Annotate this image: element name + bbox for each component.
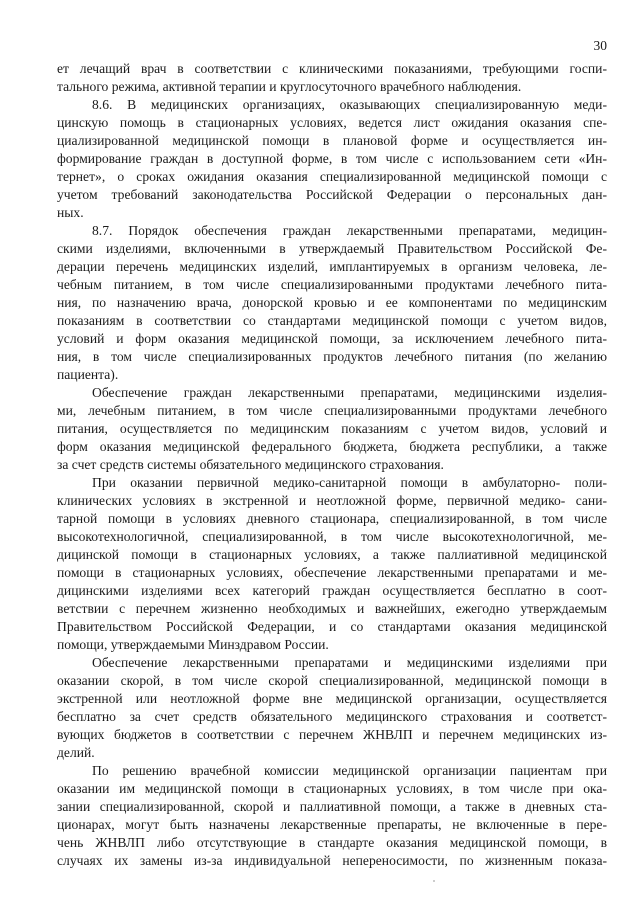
paragraph-first-line: Обеспечение граждан лекарственными препаратами, медицинскими изделия- <box>92 385 607 400</box>
text-line: клинических условиях в экстренной и неотложной форме, первичной медико- сани- <box>57 493 607 508</box>
text-line: зании специализированной, скорой и паллиативной помощи, а также в дневных ста- <box>57 799 607 814</box>
text-line: дицинскими изделиями всех категорий граждан осуществляется бесплатно в соот- <box>57 583 607 598</box>
text-line: ния, в том числе специализированных продуктов лечебного питания (по желанию <box>57 349 607 364</box>
text-line: чебным питанием, в том числе специализированными продуктами лечебного пита- <box>57 277 607 292</box>
text-line: ных. <box>57 205 84 220</box>
text-line: учетом требований законодательства Российской Федерации о персональных дан- <box>57 187 607 202</box>
text-line: ет лечащий врач в соответствии с клиническими показаниями, требующими госпи- <box>57 61 607 76</box>
text-line: показаниям в соответствии со стандартами медицинской помощи с учетом видов, <box>57 313 607 328</box>
text-line: форм оказания медицинской федерального бюджета, бюджета республики, а также <box>57 439 607 454</box>
text-line: цинскую помощь в стационарных условиях, ведется лист ожидания оказания спе- <box>57 115 607 130</box>
scan-speck <box>433 880 435 882</box>
text-line: высокотехнологичной, специализированной, в том числе высокотехнологичной, ме- <box>57 529 607 544</box>
text-line: бесплатно за счет средств обязательного медицинского страхования и соответст- <box>57 709 607 724</box>
text-line: питания, осуществляется по медицинским показаниям с учетом видов, условий и <box>57 421 607 436</box>
text-line: экстренной или неотложной форме вне медицинской организации, осуществляется <box>57 691 607 706</box>
paragraph-first-line: 8.7. Порядок обеспечения граждан лекарственными препаратами, медицин- <box>92 223 607 238</box>
text-line: формирование граждан в доступной форме, в том числе с использованием сети «Ин- <box>57 151 607 166</box>
text-line: оказании им медицинской помощи в стационарных условиях, в том числе при ока- <box>57 781 607 796</box>
text-line: пациента). <box>57 367 119 382</box>
text-line: тернет», о сроках ожидания оказания специализированной медицинской помощи с <box>57 169 607 184</box>
text-line: дерации перечень медицинских изделий, имплантируемых в организм человека, ле- <box>57 259 607 274</box>
text-line: дицинской помощи в стационарных условиях, а также паллиативной медицинской <box>57 547 607 562</box>
text-line: чень ЖНВЛП либо отсутствующие в стандарте оказания медицинской помощи, в <box>57 835 607 850</box>
text-line: делий. <box>57 745 95 760</box>
text-line: Правительством Российской Федерации, и со стандартами оказания медицинской <box>57 619 607 634</box>
text-line: вующих бюджетов в соответствии с перечнем ЖНВЛП и перечнем медицинских из- <box>57 727 607 742</box>
paragraph-first-line: Обеспечение лекарственными препаратами и медицинскими изделиями при <box>92 655 607 670</box>
text-line: помощи, утверждаемыми Минздравом России. <box>57 637 329 652</box>
text-line: скими изделиями, включенными в утверждаемый Правительством Российской Фе- <box>57 241 607 256</box>
paragraph-first-line: По решению врачебной комиссии медицинской организации пациентам при <box>92 763 607 778</box>
text-line: ния, по назначению врача, донорской кровью и ее компонентами по медицинским <box>57 295 607 310</box>
paragraph-first-line: 8.6. В медицинских организациях, оказывающих специализированную меди- <box>92 97 607 112</box>
text-line: тарной помощи в условиях дневного стационара, специализированной, в том числе <box>57 511 607 526</box>
text-line: тального режима, активной терапии и круглосуточного врачебного наблюдения. <box>57 79 522 94</box>
text-line: ционарах, могут быть назначены лекарственные препараты, не включенные в пере- <box>57 817 607 832</box>
page-number: 30 <box>593 38 607 53</box>
text-line: оказании скорой, в том числе скорой специализированной, медицинской помощи в <box>57 673 607 688</box>
text-line: условий и форм оказания медицинской помощи, за исключением лечебного пита- <box>57 331 607 346</box>
text-line: ветствии с перечнем жизненно необходимых и важнейших, ежегодно утверждаемым <box>57 601 607 616</box>
text-line: помощи в стационарных условиях, обеспечение лекарственными препаратами и ме- <box>57 565 607 580</box>
text-line: за счет средств системы обязательного медицинского страхования. <box>57 457 444 472</box>
text-line: циализированной медицинской помощи в плановой форме и осуществляется ин- <box>57 133 607 148</box>
paragraph-first-line: При оказании первичной медико-санитарной помощи в амбулаторно- поли- <box>92 475 607 490</box>
text-line: случаях их замены из-за индивидуальной непереносимости, по жизненным показа- <box>57 853 607 868</box>
text-line: ми, лечебным питанием, в том числе специализированными продуктами лечебного <box>57 403 607 418</box>
